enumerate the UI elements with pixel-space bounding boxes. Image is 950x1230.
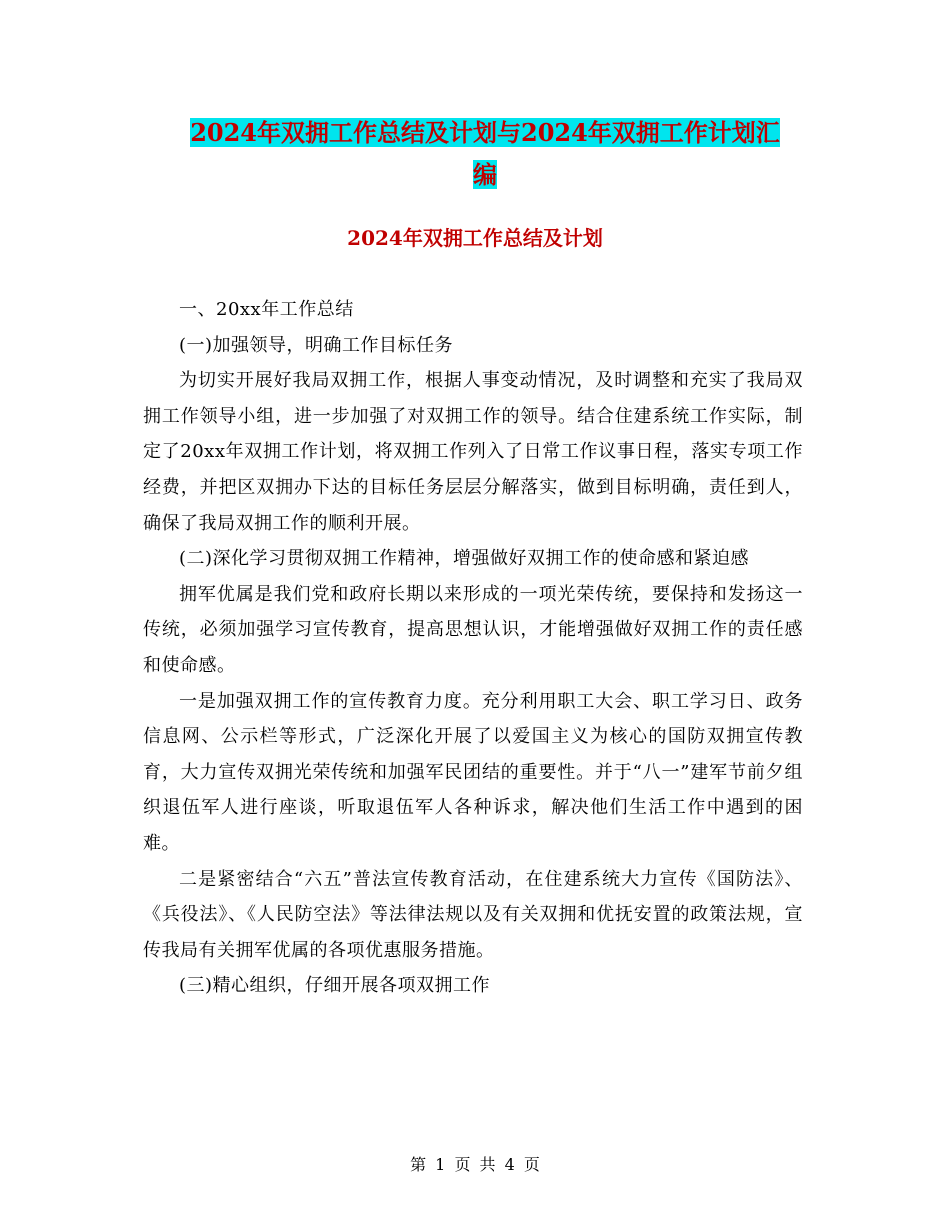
section-title: 2024年双拥工作总结及计划 bbox=[347, 226, 603, 250]
paragraph-1: 为切实开展好我局双拥工作，根据人事变动情况，及时调整和充实了我局双拥工作领导小组，进一步加强了对双拥工作的领导。结合住建系统工作实际，制定了20xx年双拥工作计划，将双拥工作列入了日常工作议事日程，落实专项工作经费，并把区双拥办下达的目标任务层层分解落实，做到目标明确，责任到人，确保了我局双拥工作的顺利开展。 bbox=[143, 370, 803, 534]
paragraph-4: 二是紧密结合“六五”普法宣传教育活动，在住建系统大力宣传《国防法》、《兵役法》、《人民防空法》等法律法规以及有关双拥和优抚安置的政策法规，宣传我局有关拥军优属的各项优惠服务措施。 bbox=[143, 868, 803, 961]
subheading-2: (二)深化学习贯彻双拥工作精神，增强做好双拥工作的使命感和紧迫感 bbox=[179, 548, 750, 570]
document-title bbox=[150, 112, 820, 196]
page-footer: 第 1 页 共 4 页 bbox=[410, 1155, 540, 1174]
document-body bbox=[143, 292, 803, 1004]
paragraph-3: 一是加强双拥工作的宣传教育力度。充分利用职工大会、职工学习日、政务信息网、公示栏等形式，广泛深化开展了以爱国主义为核心的国防双拥宣传教育，大力宣传双拥光荣传统和加强军民团结的重要性。并于“八一”建军节前夕组织退伍军人进行座谈，听取退伍军人各种诉求，解决他们生活工作中遇到的困难。 bbox=[143, 690, 803, 854]
subheading-3: (三)精心组织，仔细开展各项双拥工作 bbox=[179, 975, 491, 997]
title-line-2: 编 bbox=[473, 160, 497, 189]
subheading-1: (一)加强领导，明确工作目标任务 bbox=[179, 334, 454, 356]
title-line-1: 2024年双拥工作总结及计划与2024年双拥工作计划汇 bbox=[190, 118, 780, 147]
paragraph-2: 拥军优属是我们党和政府长期以来形成的一项光荣传统，要保持和发扬这一传统，必须加强学习宣传教育，提高思想认识，才能增强做好双拥工作的责任感和使命感。 bbox=[143, 583, 803, 676]
heading-work-summary: 一、20xx年工作总结 bbox=[179, 299, 354, 320]
